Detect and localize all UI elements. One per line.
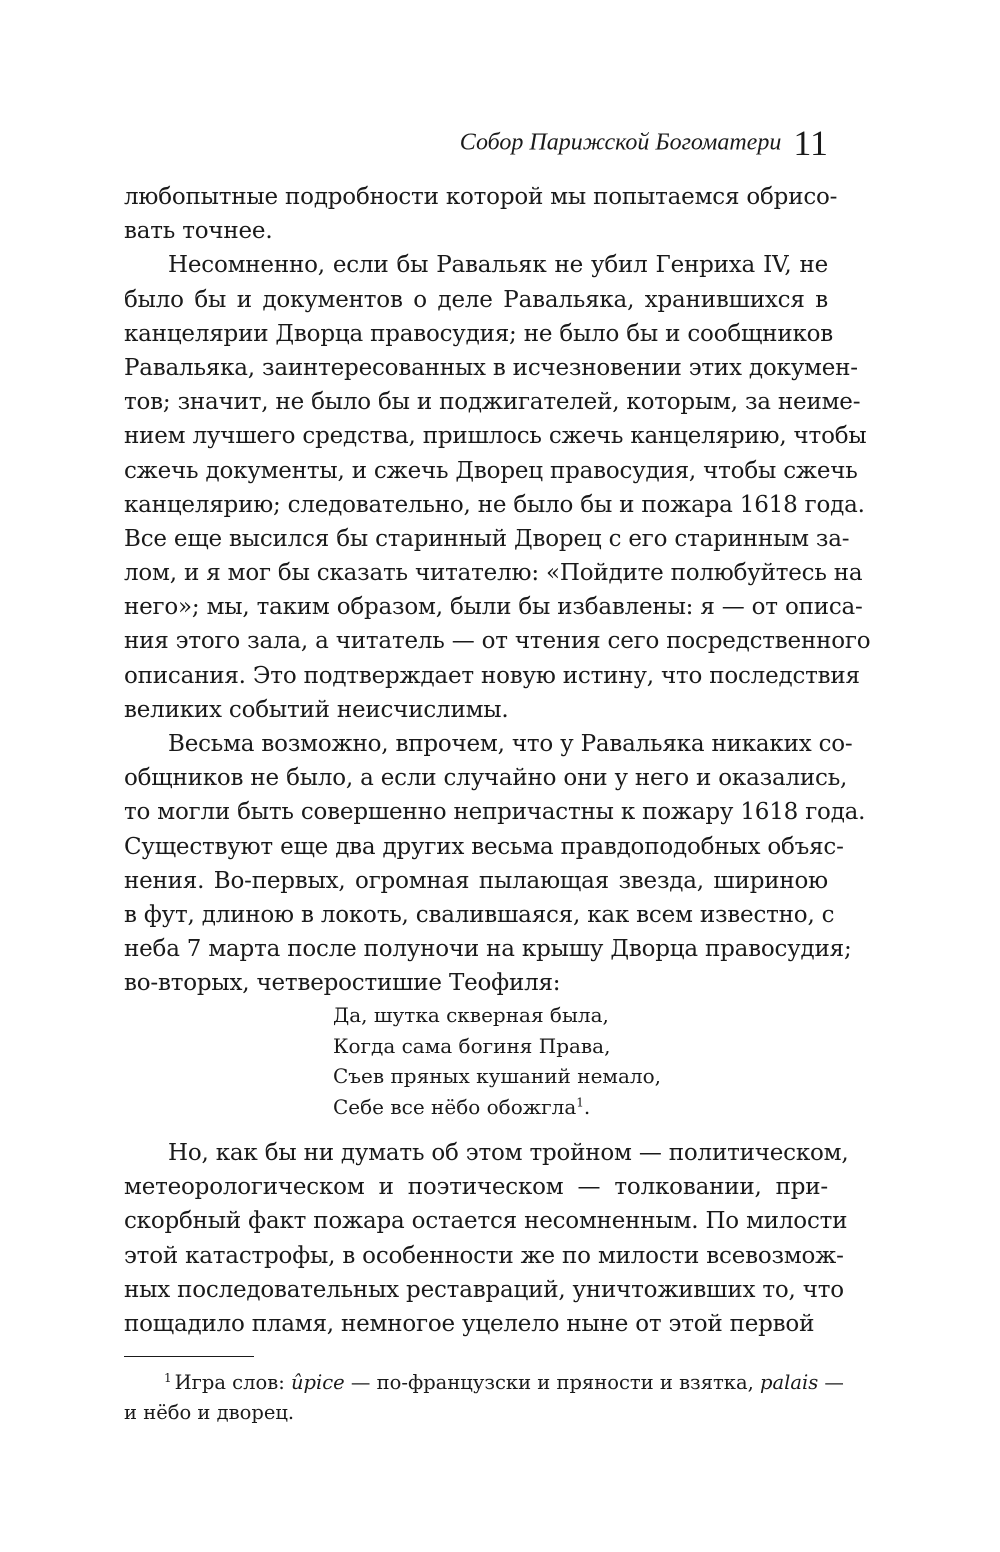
footnote-reference[interactable]: 1 [576, 1094, 584, 1109]
text-line: то могли быть совершенно непричастны к пожару 1618 года. [124, 799, 866, 826]
body-text-continued [124, 1136, 849, 1341]
footnote [124, 1368, 844, 1428]
paragraph [124, 248, 871, 727]
footnote-line: и нёбо и дворец. [124, 1401, 295, 1424]
verse-line-text: Себе все нёбо обожгла [333, 1094, 577, 1119]
text-line: метеорологическом и поэтическом — толковании, при- [124, 1174, 828, 1201]
verse-line: Когда сама богиня Права, [333, 1033, 611, 1058]
text-line: канцелярии Дворца правосудия; не было бы и сообщников [124, 320, 834, 347]
footnote-term-palais: palais [760, 1371, 819, 1394]
page-number: 11 [793, 122, 828, 163]
verse-line: Да, шутка скверная была, [333, 1003, 609, 1027]
verse-final-punctuation: . [583, 1094, 591, 1119]
text-line: неба 7 марта после полуночи на крышу Дворца правосудия; [124, 936, 852, 963]
paragraph [124, 180, 838, 248]
text-line: общников не было, а если случайно они у него и оказались, [124, 765, 848, 792]
text-line: было бы и документов о деле Равальяка, хранившихся в [124, 286, 828, 313]
text-line: пощадило пламя, немногое уцелело ныне от этой первой [124, 1310, 815, 1337]
text-line: Но, как бы ни думать об этом тройном — политическом, [168, 1140, 849, 1166]
footnote-middle: — по-французски и пряности и взятка, [344, 1371, 760, 1394]
text-line: тов; значит, не было бы и поджигателей, которым, за неиме- [124, 389, 861, 416]
text-line: во-вторых, четверостишие Теофиля: [124, 970, 561, 997]
text-line: Несомненно, если бы Равальяк не убил Генриха IV, не [168, 252, 828, 279]
verse-quatrain [333, 1000, 661, 1122]
text-line: скорбный факт пожара остается несомненным. По милости [124, 1208, 848, 1235]
paragraph [124, 1136, 849, 1341]
text-line: любопытные подробности которой мы попытаемся обрисо- [124, 184, 838, 210]
text-line: Равальяка, заинтересованных в исчезновении этих докумен- [124, 354, 858, 381]
verse-line [333, 1092, 661, 1123]
text-line: вать точнее. [124, 218, 273, 245]
text-line: Существуют еще два других весьма правдоподобных объяс- [124, 833, 844, 860]
footnote-term-epice: ûpice [290, 1371, 345, 1394]
text-line: Весьма возможно, впрочем, что у Равальяка никаких со- [168, 731, 853, 757]
paragraph [124, 727, 866, 1001]
text-line: него»; мы, таким образом, были бы избавлены: я — от описа- [124, 594, 863, 621]
text-line: описания. Это подтверждает новую истину, что последствия [124, 662, 860, 689]
text-line: нием лучшего средства, пришлось сжечь канцелярию, чтобы [124, 423, 867, 450]
text-line: великих событий неисчислимы. [124, 696, 509, 723]
text-line: лом, и я мог бы сказать читателю: «Пойдите полюбуйтесь на [124, 560, 863, 587]
body-text [124, 180, 871, 1001]
text-line: ных последовательных реставраций, уничтоживших то, что [124, 1276, 844, 1303]
verse-line: Съев пряных кушаний немало, [333, 1064, 661, 1088]
footnote-end: — [818, 1371, 844, 1394]
text-line: Все еще высился бы старинный Дворец с его старинным за- [124, 525, 850, 552]
footnote-line [124, 1368, 844, 1398]
footnote-intro: Игра слов: [174, 1371, 291, 1394]
text-line: в фут, длиною в локоть, свалившаяся, как всем известно, с [124, 901, 835, 928]
text-line: ния этого зала, а читатель — от чтения сего посредственного [124, 628, 871, 655]
running-title: Собор Парижской Богоматери [459, 129, 782, 156]
footnote-marker: 1 [164, 1370, 172, 1385]
text-line: сжечь документы, и сжечь Дворец правосудия, чтобы сжечь [124, 457, 858, 484]
running-head [124, 120, 828, 164]
text-line: нения. Во-первых, огромная пылающая звезда, шириною [124, 867, 828, 894]
footnote-divider [124, 1356, 254, 1357]
text-line: этой катастрофы, в особенности же по милости всевозмож- [124, 1242, 844, 1269]
text-line: канцелярию; следовательно, не было бы и пожара 1618 года. [124, 491, 865, 518]
